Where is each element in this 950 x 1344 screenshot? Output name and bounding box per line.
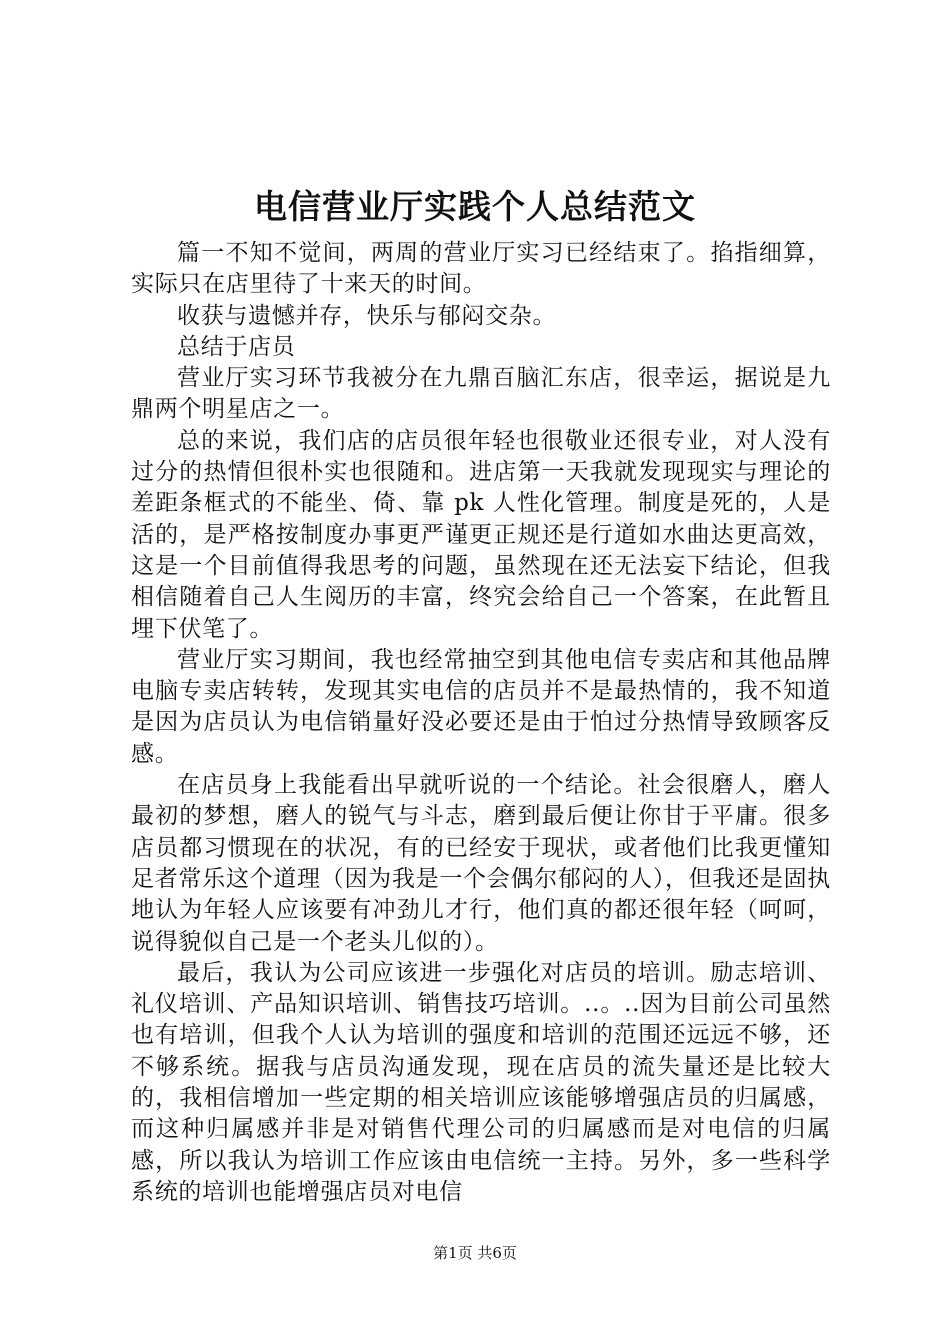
paragraph: 最后，我认为公司应该进一步强化对店员的培训。励志培训、礼仪培训、产品知识培训、销售技巧培训。..。..因为目前公司虽然也有培训，但我个人认为培训的强度和培训的范围还远远不够，还不够系统。据我与店员沟通发现，现在店员的流失量还是比较大的，我相信增加一些定期的相关培训应该能够增强店员的归属感，而这种归属感并非是对销售代理公司的归属感而是对电信的归属感，所以我认为培训工作应该由电信统一主持。另外，多一些科学系统的培训也能增强店员对电信 xyxy=(131,959,831,1205)
paragraph: 营业厅实习环节我被分在九鼎百脑汇东店，很幸运，据说是九鼎两个明星店之一。 xyxy=(131,365,831,423)
paragraph: 在店员身上我能看出早就听说的一个结论。社会很磨人，磨人最初的梦想，磨人的锐气与斗志，磨到最后便让你甘于平庸。很多店员都习惯现在的状况，有的已经安于现状，或者他们比我更懂知足者常乐这个道理（因为我是一个会偶尔郁闷的人），但我还是固执地认为年轻人应该要有冲劲儿才行，他们真的都还很年轻（呵呵，说得貌似自己是一个老头儿似的）。 xyxy=(131,772,831,955)
page-footer: 第1页 共6页 xyxy=(433,1244,517,1262)
paragraph: 篇一不知不觉间，两周的营业厅实习已经结束了。掐指细算，实际只在店里待了十来天的时间。 xyxy=(131,240,831,298)
paragraph: 总结于店员 xyxy=(177,333,296,360)
paragraph: 收获与遗憾并存，快乐与郁闷交杂。 xyxy=(177,302,557,329)
paragraph: 总的来说，我们店的店员很年轻也很敬业还很专业，对人没有过分的热情但很朴实也很随和。进店第一天我就发现现实与理论的差距条框式的不能坐、倚、靠 pk 人性化管理。制度是死的，人是活的，是严格按制度办事更严谨更正规还是行道如水曲达更高效，这是一个目前值得我思考的问题，虽然现在还无法妄下结论，但我相信随着自己人生阅历的丰富，终究会给自己一个答案，在此暂且埋下伏笔了。 xyxy=(131,427,831,642)
document-body xyxy=(131,238,831,1208)
paragraph: 营业厅实习期间，我也经常抽空到其他电信专卖店和其他品牌电脑专卖店转转，发现其实电信的店员并不是最热情的，我不知道是因为店员认为电信销量好没必要还是由于怕过分热情导致顾客反感。 xyxy=(131,646,831,767)
document-title: 电信营业厅实践个人总结范文 xyxy=(254,187,696,226)
